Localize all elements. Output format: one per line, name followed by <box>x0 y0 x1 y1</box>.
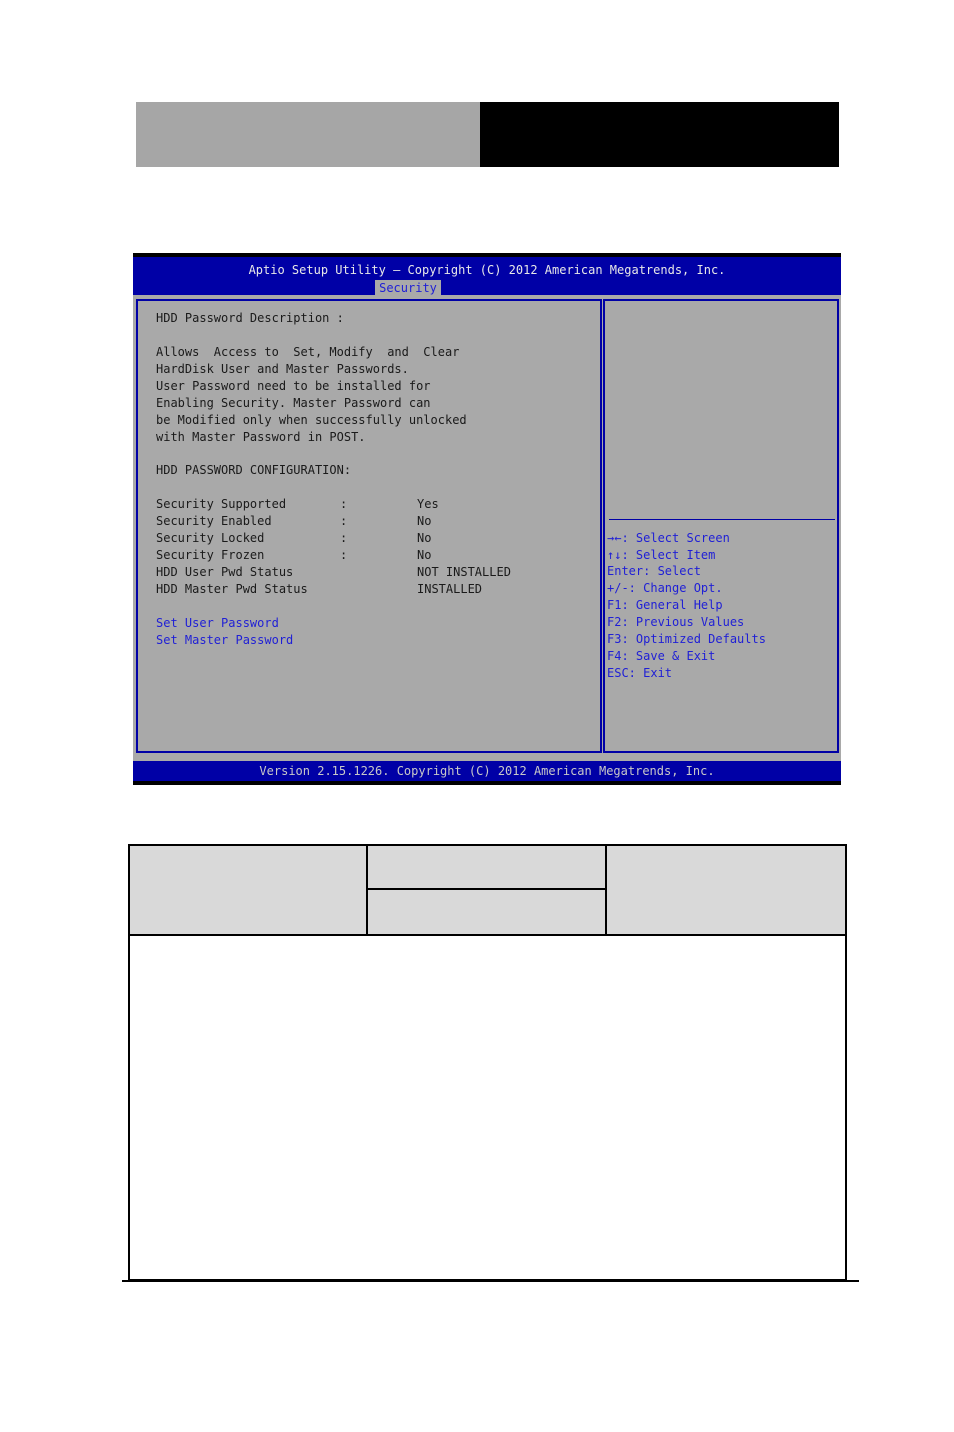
option-table <box>128 844 847 1281</box>
help-line-f3: F3: Optimized Defaults <box>607 632 766 646</box>
settings-panel <box>136 299 602 753</box>
help-line-f1: F1: General Help <box>607 598 723 612</box>
bios-footer-bar <box>133 761 841 781</box>
help-line-f4: F4: Save & Exit <box>607 649 716 663</box>
bios-setup-screen <box>133 253 841 785</box>
help-line-select-screen: →←: Select Screen <box>607 531 730 545</box>
help-line-change-opt: +/-: Change Opt. <box>607 581 723 595</box>
status-label-security-supported: Security Supported <box>156 497 287 511</box>
table-column-divider <box>366 846 368 934</box>
status-value-security-supported: Yes <box>417 497 439 511</box>
table-row-divider <box>368 888 605 890</box>
header-bar-right <box>480 102 839 167</box>
status-value-security-locked: No <box>417 531 432 545</box>
help-line-f2: F2: Previous Values <box>607 615 745 629</box>
description-line: HardDisk User and Master Passwords. <box>156 362 409 376</box>
status-separator: : <box>340 548 348 562</box>
set-master-password-item[interactable]: Set Master Password <box>156 633 294 647</box>
description-line: Enabling Security. Master Password can <box>156 396 431 410</box>
header-bar-left <box>136 102 480 167</box>
status-separator: : <box>340 514 348 528</box>
table-column-divider <box>605 846 607 934</box>
status-label-user-pwd: HDD User Pwd Status <box>156 565 294 579</box>
description-line: with Master Password in POST. <box>156 430 366 444</box>
status-label-security-enabled: Security Enabled <box>156 514 272 528</box>
description-heading: HDD Password Description : <box>156 311 344 325</box>
description-line: User Password need to be installed for <box>156 379 431 393</box>
option-table-header <box>130 846 845 936</box>
help-divider <box>609 519 835 520</box>
bios-version: Version 2.15.1226. Copyright (C) 2012 American Megatrends, Inc. <box>259 764 715 778</box>
set-user-password-item[interactable]: Set User Password <box>156 616 279 630</box>
help-line-enter: Enter: Select <box>607 564 701 578</box>
status-separator: : <box>340 531 348 545</box>
bios-title-bar <box>133 257 841 295</box>
status-label-security-locked: Security Locked <box>156 531 265 545</box>
help-line-select-item: ↑↓: Select Item <box>607 548 716 562</box>
config-heading: HDD PASSWORD CONFIGURATION: <box>156 463 352 477</box>
description-line: Allows Access to Set, Modify and Clear <box>156 345 460 359</box>
status-label-master-pwd: HDD Master Pwd Status <box>156 582 308 596</box>
help-line-esc: ESC: Exit <box>607 666 673 680</box>
status-value-master-pwd: INSTALLED <box>417 582 483 596</box>
status-label-security-frozen: Security Frozen <box>156 548 265 562</box>
status-separator: : <box>340 497 348 511</box>
help-panel <box>603 299 839 753</box>
status-value-user-pwd: NOT INSTALLED <box>417 565 511 579</box>
bios-title: Aptio Setup Utility – Copyright (C) 2012 American Megatrends, Inc. <box>248 263 726 277</box>
status-value-security-frozen: No <box>417 548 432 562</box>
page-footer-rule <box>122 1280 859 1282</box>
bios-body <box>133 295 841 761</box>
status-value-security-enabled: No <box>417 514 432 528</box>
tab-security[interactable]: Security <box>375 280 441 296</box>
description-line: be Modified only when successfully unlocked <box>156 413 467 427</box>
